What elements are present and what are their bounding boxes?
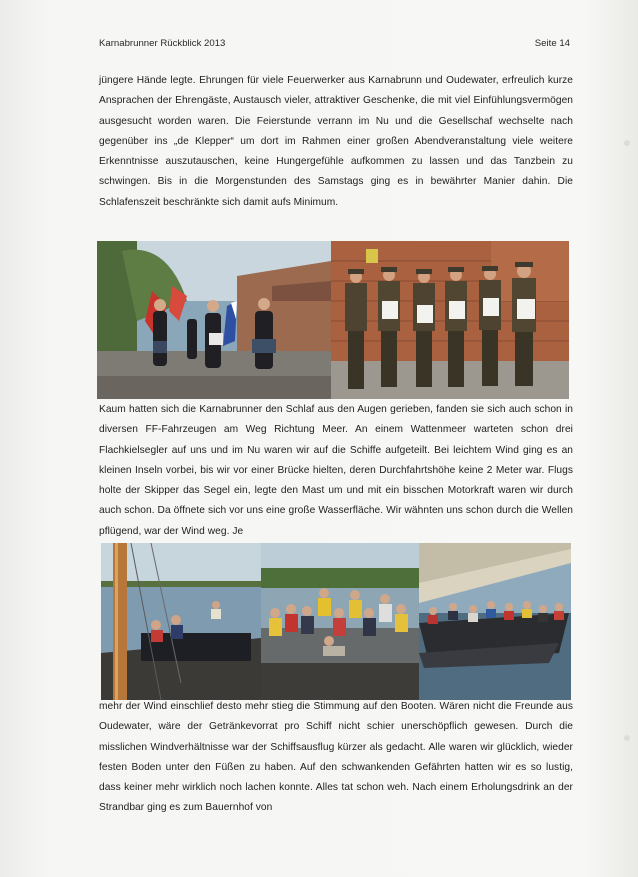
- photo-boat-mast: [101, 543, 261, 700]
- paragraph-1: [99, 71, 573, 213]
- punch-hole-top: [624, 140, 630, 146]
- header-title: Karnabrunner Rückblick 2013: [99, 38, 226, 49]
- page-number: Seite 14: [534, 38, 570, 49]
- photo-sailing-boat: [419, 543, 571, 700]
- paragraph-2: [99, 400, 573, 542]
- punch-hole-bottom: [624, 735, 630, 741]
- photo-boat-mast-image: [101, 543, 261, 700]
- paragraph-2-text: Kaum hatten sich die Karnabrunner den Schlaf aus den Augen gerieben, fanden sie sich auch schon in diversen FF-Fahrzeugen am Weg Richtung Meer. An einem Wattenmeer warteten schon drei Flachkielsegler auf uns und im Nu waren wir auf die Schiffe aufgeteilt. Bei leichtem Wind ging es an kleinen Inseln vorbei, bis wir vor einer Brücke hielten, deren Durchfahrtshöhe keine 2 Meter war. Flugs holte der Skipper das Segel ein, legte den Mast um und mit ein bisschen Motorkraft waren wir durch auch schon. Da öffnete sich vor uns eine große Wasserfläche. Wir wähnten uns schon durch die Wellen pflügend, war der Wind weg. Je: [99, 404, 573, 537]
- photo-sailing-boat-image: [419, 543, 571, 700]
- photo-parade-image: [97, 241, 331, 399]
- photo-honorees: [331, 241, 569, 399]
- paragraph-1-text: jüngere Hände legte. Ehrungen für viele Feuerwerker aus Karnabrunn und Oudewater, erfreulich kurze Ansprachen der Ehrengäste, Austausch vieler, attraktiver Geschenke, die mit viel Einfühlungsvermögen ausgesucht worden waren. Die Feierstunde verrann im Nu und die Gesellschaf wechselte nach gegenüber ins „de Klepper“ um dort im Rahmen einer großen Abendveranstaltung viele weitere Erkenntnisse auszutauschen, keine Hungergefühle aufkommen zu lassen und das Tanzbein zu schwingen. Bis in die Morgenstunden des Samstags ging es in bewährter Manier dahin. Die Schlafenszeit beschränkte sich damit aufs Minimum.: [99, 75, 573, 208]
- page-header: [99, 38, 570, 49]
- photo-honorees-image: [331, 241, 569, 399]
- photo-parade: [97, 241, 331, 399]
- paragraph-3: [99, 697, 573, 819]
- photo-group-on-boat: [261, 543, 419, 700]
- photo-group-on-boat-image: [261, 543, 419, 700]
- paragraph-3-text: mehr der Wind einschlief desto mehr stieg die Stimmung auf den Booten. Wären nicht die Freunde aus Oudewater, wäre der Getränkevorrat pro Schiff nicht schier unerschöpflich gewesen. Durch die misslichen Windverhältnisse war der Schiffsausflug kürzer als gedacht. Alle waren wir glücklich, wieder festen Boden unter den Füßen zu haben. Auf den schwankenden Gefährten hatten wir es so lustig, dass keiner mehr wirklich noch lachen konnte. Alles tat schon weh. Nach einem Erholungsdrink an der Strandbar ging es zum Bauernhof von: [99, 701, 573, 814]
